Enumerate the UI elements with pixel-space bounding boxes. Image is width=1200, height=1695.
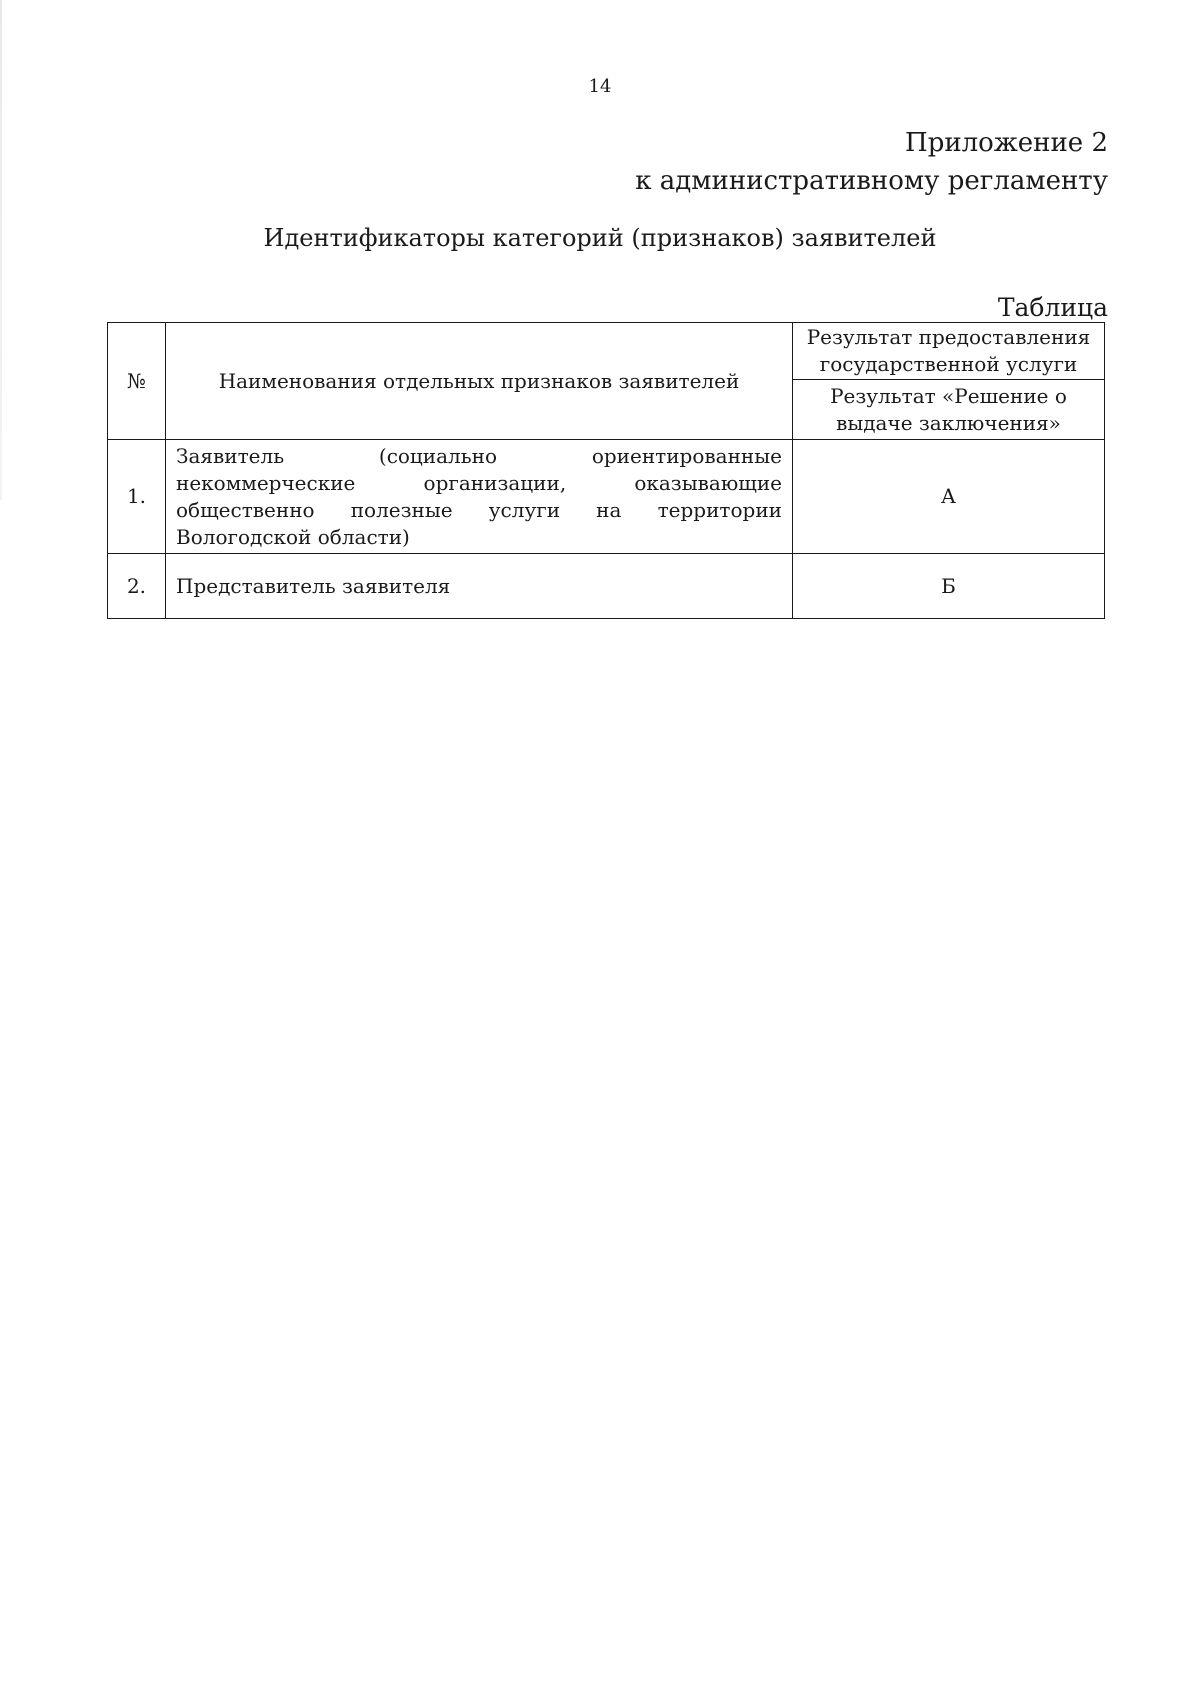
header-name: Наименования отдельных признаков заявителей — [166, 323, 793, 440]
appendix-line-2: к административному регламенту — [635, 166, 1108, 196]
row-num: 1. — [108, 440, 166, 554]
header-result-group: Результат предоставления государственной услуги — [793, 323, 1105, 380]
header-result-sub: Результат «Решение о выдаче заключения» — [793, 380, 1105, 440]
identifiers-table — [107, 322, 1105, 619]
header-num: № — [108, 323, 166, 440]
row-result: Б — [793, 554, 1105, 619]
row-name: Представитель заявителя — [166, 554, 793, 619]
table-caption: Таблица — [997, 293, 1108, 322]
page-number: 14 — [588, 76, 612, 97]
appendix-line-1: Приложение 2 — [905, 128, 1108, 158]
table-row — [108, 554, 1105, 619]
document-title: Идентификаторы категорий (признаков) заявителей — [263, 224, 937, 252]
row-result: А — [793, 440, 1105, 554]
appendix-block — [635, 124, 1108, 200]
row-num: 2. — [108, 554, 166, 619]
table-row — [108, 440, 1105, 554]
row-name: Заявитель (социально ориентированные некоммерческие организации, оказывающие общественно полезные услуги на территории Вологодской области) — [166, 440, 793, 554]
table-header-row-1 — [108, 323, 1105, 380]
